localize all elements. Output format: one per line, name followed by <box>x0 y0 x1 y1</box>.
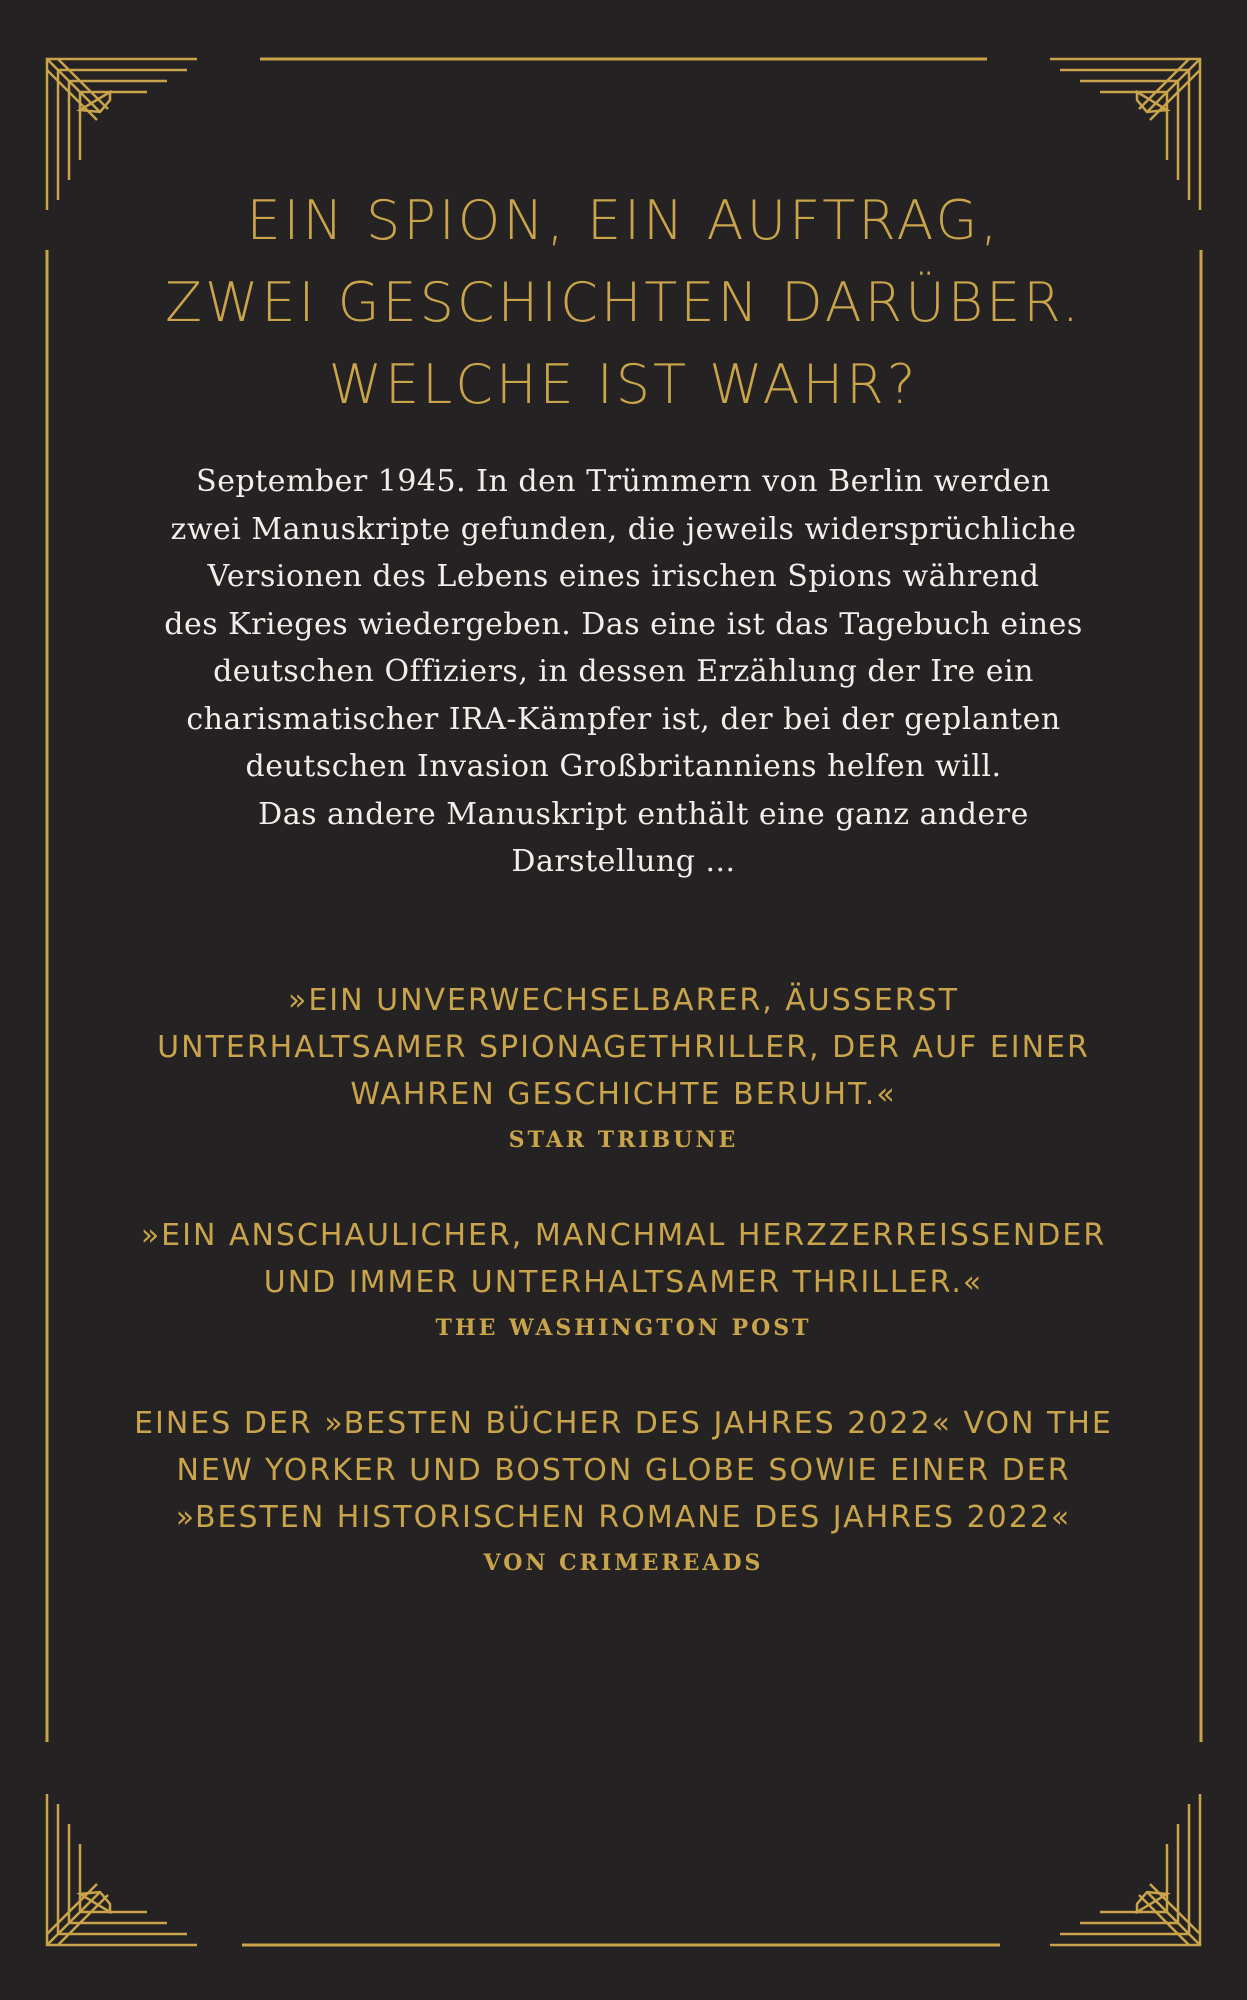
synopsis-line: zwei Manuskripte gefunden, die jeweils widersprüchliche <box>170 511 1077 547</box>
corner-ornament-bottom-left <box>47 1794 197 1945</box>
quote-source: VON CRIMEREADS <box>483 1550 764 1576</box>
synopsis-line: charismatischer IRA-Kämpfer ist, der bei der geplanten <box>186 701 1061 737</box>
headline-line: EIN SPION, EIN AUFTRAG, <box>246 189 1001 252</box>
synopsis-line: Darstellung ... <box>511 844 736 879</box>
quote-line: EINES DER »BESTEN BÜCHER DES JAHRES 2022« VON THE <box>134 1406 1113 1441</box>
synopsis-line: deutschen Invasion Großbritanniens helfen will. <box>245 749 1002 784</box>
quote-line: UNTERHALTSAMER SPIONAGETHRILLER, DER AUF EINER <box>157 1030 1090 1065</box>
review-quote-washington-post <box>110 1212 1137 1348</box>
quote-line: »EIN ANSCHAULICHER, MANCHMAL HERZZERREISSENDER <box>140 1218 1107 1253</box>
synopsis-line: Versionen des Lebens eines irischen Spions während <box>207 559 1040 594</box>
quote-source: STAR TRIBUNE <box>508 1127 739 1153</box>
quote-source: THE WASHINGTON POST <box>435 1315 812 1341</box>
synopsis-line: September 1945. In den Trümmern von Berlin werden <box>196 464 1051 499</box>
headline-line: ZWEI GESCHICHTEN DARÜBER. <box>165 271 1082 334</box>
quote-line: »EIN UNVERWECHSELBARER, ÄUSSERST <box>287 983 960 1018</box>
synopsis-line: des Krieges wiedergeben. Das eine ist das Tagebuch eines <box>164 606 1083 642</box>
headline <box>110 180 1137 426</box>
synopsis-line: Das andere Manuskript enthält eine ganz andere <box>258 796 1029 832</box>
quote-line: UND IMMER UNTERHALTSAMER THRILLER.« <box>263 1265 984 1300</box>
review-quote-star-tribune <box>110 977 1137 1160</box>
synopsis-line: deutschen Offiziers, in dessen Erzählung der Ire ein <box>213 654 1034 689</box>
quote-line: »BESTEN HISTORISCHEN ROMANE DES JAHRES 2022« <box>175 1500 1072 1535</box>
quote-line: NEW YORKER UND BOSTON GLOBE SOWIE EINER DER <box>176 1453 1071 1488</box>
corner-ornament-bottom-right <box>1050 1794 1200 1945</box>
quote-line: WAHREN GESCHICHTE BERUHT.« <box>350 1077 897 1112</box>
headline-line: WELCHE IST WAHR? <box>328 353 919 416</box>
award-mention <box>110 1400 1137 1583</box>
synopsis <box>110 458 1137 886</box>
